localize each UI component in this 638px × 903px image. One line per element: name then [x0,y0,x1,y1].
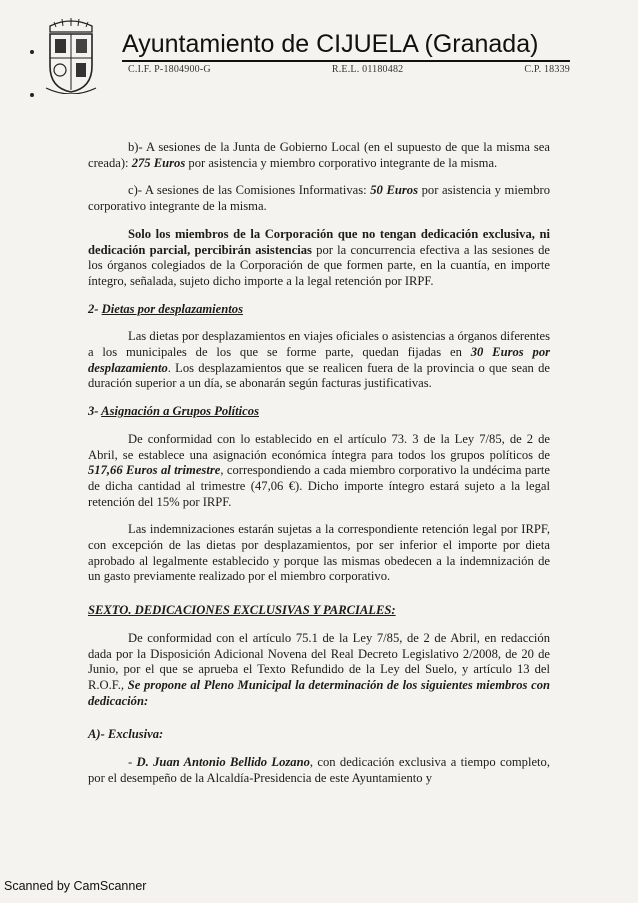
municipal-coat-of-arms [42,18,100,94]
amount-b: 275 Euros [131,155,186,170]
letterhead-cif: C.I.F. P-1804900-G [128,64,211,75]
sexto-heading: SEXTO. DEDICACIONES EXCLUSIVAS Y PARCIALES: [88,603,396,618]
paragraph-sexto: De conformidad con el artículo 75.1 de la Ley 7/85, de 2 de Abril, en redacción dada por la Disposición Adicional Novena del Real Decreto Legislativo 2/2008, de 20 de Junio, por el que se aprueba el Texto Refundido de la Ley del Suelo, y artículo 13 del R.O.F., Se propone al Pleno Municipal la determinación de los siguientes miembros con dedicación: [88,630,550,708]
amount-asignacion: 517,66 Euros al trimestre [88,463,221,478]
margin-mark [30,50,34,54]
letterhead-info [128,64,570,75]
paragraph-indemnizaciones: Las indemnizaciones estarán sujetas a la correspondiente retención legal por IRPF, con excepción de las dietas por desplazamientos, por ser inferior el importe por dieta aprobado al legalmente establecido y porque las mismas obedecen a la indemnización de un gasto previamente realizado por el miembro corporativo. [88,522,550,584]
letterhead-title: Ayuntamiento de CIJUELA (Granada) [122,30,539,58]
exclusiva-heading: A)- Exclusiva: [88,727,164,742]
amount-c: 50 Euros [370,183,418,198]
member-name: D. Juan Antonio Bellido Lozano [136,755,310,770]
paragraph-asignacion: De conformidad con lo establecido en el artículo 73. 3 de la Ley 7/85, de 2 de Abril, se establece una asignación económica íntegra para todos los grupos políticos de 517,66 Euros al trimestre, correspondiendo a cada miembro corporativo la undécima parte de dicha cantidad al trimestre (47,06 €). Dicho importe íntegro estará sujeto a la legal retención del 15% por IRPF. [88,431,550,509]
letterhead-rule [122,60,570,62]
section-2-heading: 2- Dietas por desplazamientos [88,301,243,316]
section-3-heading: 3- Asignación a Grupos Políticos [88,404,259,419]
sexto-proposal: Se propone al Pleno Municipal la determinación de los siguientes miembros con dedicación: [88,677,550,708]
margin-mark [30,93,34,97]
amount-dietas: 30 Euros por desplazamiento [88,345,551,375]
paragraph-c: c)- A sesiones de las Comisiones Informativas: 50 Euros por asistencia y miembro corporativo integrante de la misma. [88,183,550,214]
paragraph-b: b)- A sesiones de la Junta de Gobierno Local (en el supuesto de que la misma sea creada): 275 Euros por asistencia y miembro corporativo integrante de la misma. [88,140,550,170]
scanner-watermark: Scanned by CamScanner [4,879,147,893]
document-body [88,140,550,787]
letterhead-rel: R.E.L. 01180482 [331,64,404,75]
paragraph-dietas: Las dietas por desplazamientos en viajes oficiales o asistencias a órganos diferentes a los municipales de los que se forme parte, quedan fijadas en 30 Euros por desplazamiento. Los desplazamientos que se realicen fuera de la provincia o que sean de duración superior a un día, se abonarán según facturas justificativas. [88,329,551,391]
paragraph-exclusiva: - D. Juan Antonio Bellido Lozano, con dedicación exclusiva a tiempo completo, por el desempeño de la Alcaldía-Presidencia de este Ayuntamiento y [88,755,550,785]
paragraph-solo: Solo los miembros de la Corporación que no tengan dedicación exclusiva, ni dedicación parcial, percibirán asistencias por la concurrencia efectiva a las sesiones de los órganos colegiados de la Corporación de que formen parte, en la cuantía, en importe íntegro, señalada, sujeto dicho importe a la legal retención por IRPF. [88,226,551,288]
letterhead-cp: C.P. 18339 [524,64,570,75]
